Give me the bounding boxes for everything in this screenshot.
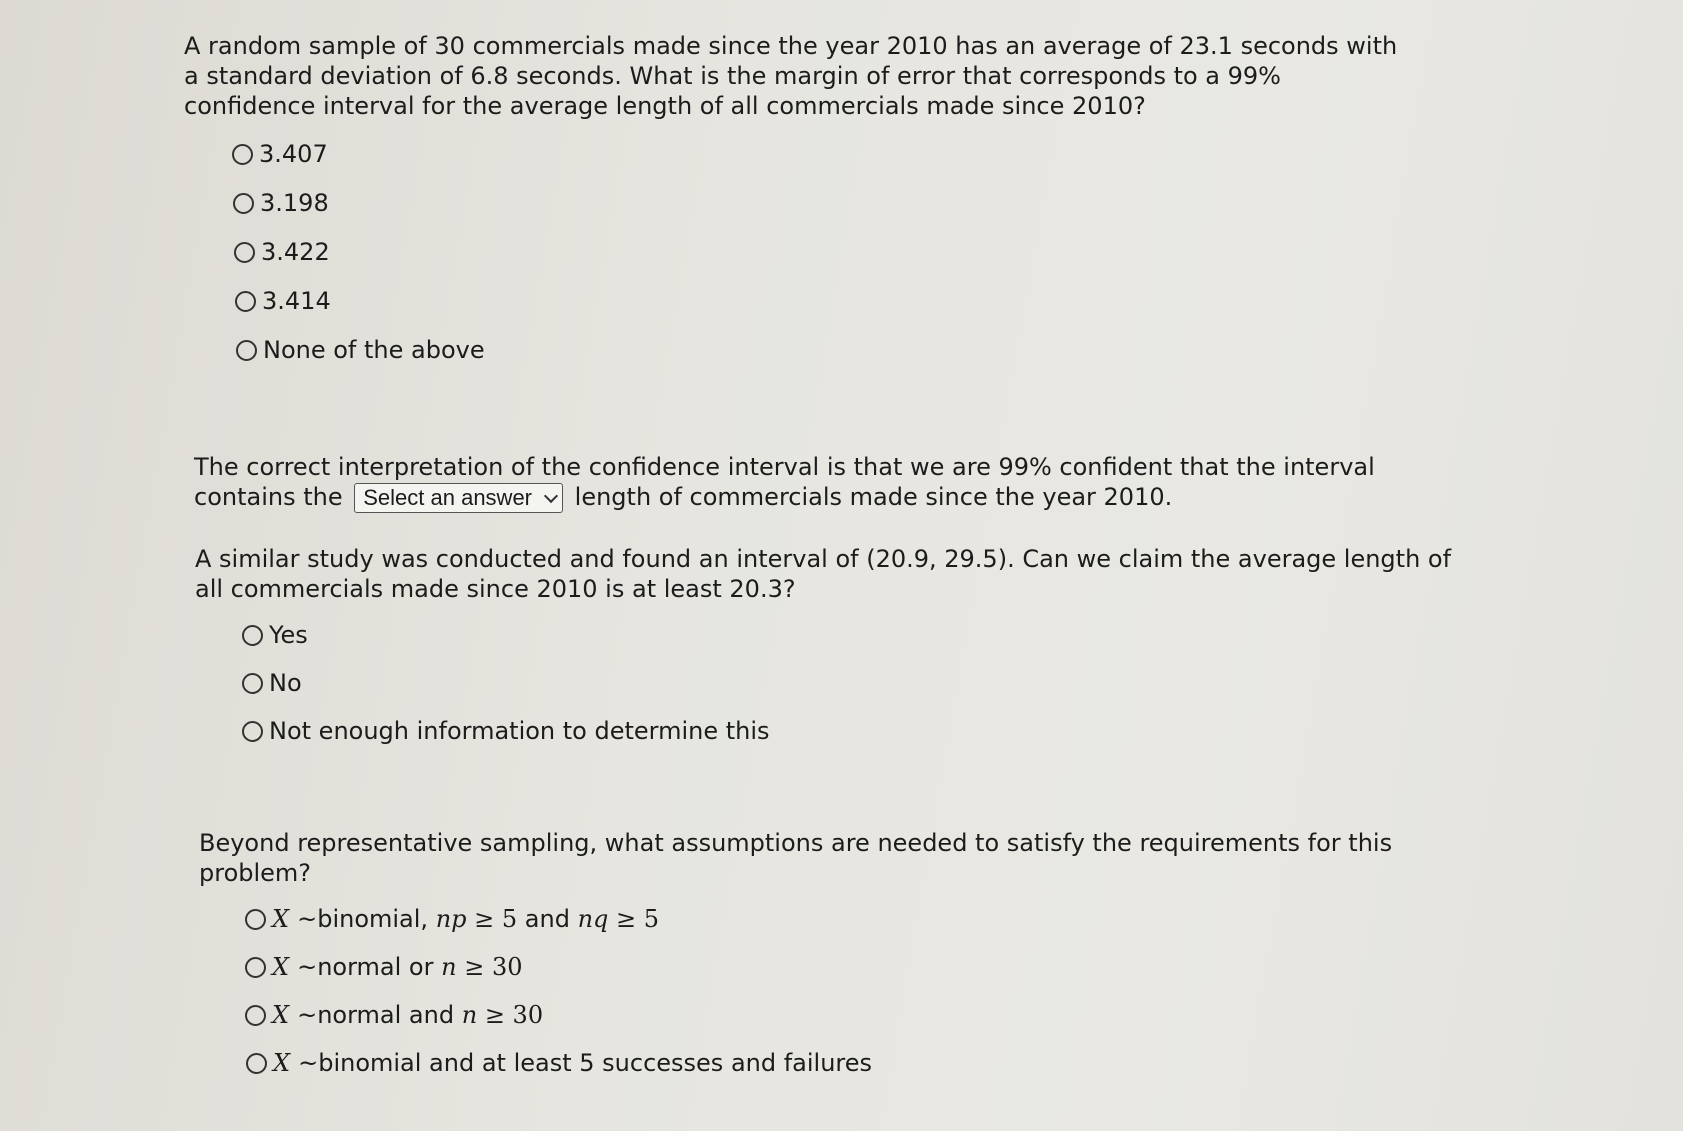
- answer-select[interactable]: [354, 483, 563, 513]
- radio-button[interactable]: [234, 242, 255, 263]
- q4-option-1-and: and: [517, 905, 578, 933]
- q4-option-2[interactable]: [245, 952, 522, 982]
- q4-option-1[interactable]: [245, 904, 659, 934]
- question-1-text: [184, 31, 1414, 121]
- q4-option-3-tilde: ~: [297, 1001, 318, 1029]
- q1-option-5[interactable]: [236, 335, 485, 365]
- q4-option-3-math-1: n: [461, 1001, 478, 1029]
- q1-option-2-label: 3.198: [260, 189, 329, 217]
- q4-option-1-text: binomial,: [317, 905, 436, 933]
- answer-select-label: Select an answer: [363, 485, 533, 510]
- q4-option-2-text: normal or: [317, 953, 442, 981]
- q3-option-not-enough-label: Not enough information to determine this: [269, 717, 770, 745]
- q3-option-yes[interactable]: [242, 620, 308, 650]
- q1-option-1-label: 3.407: [259, 140, 328, 168]
- q4-option-3-var: X: [272, 1001, 290, 1029]
- q4-option-1-var: X: [272, 905, 290, 933]
- q3-option-no[interactable]: [242, 668, 302, 698]
- q4-option-2-var: X: [272, 953, 290, 981]
- q4-option-1-math-2: nq: [577, 905, 609, 933]
- radio-button[interactable]: [245, 1005, 266, 1026]
- radio-button[interactable]: [245, 957, 266, 978]
- radio-button[interactable]: [242, 721, 263, 742]
- q4-option-2-math-1: n: [441, 953, 457, 981]
- q4-option-4-text: binomial and at least 5 successes and failures: [318, 1049, 873, 1077]
- q4-option-4-tilde: ~: [298, 1049, 319, 1077]
- question-3-text: [195, 544, 1485, 604]
- q1-option-3[interactable]: [234, 237, 330, 267]
- q4-option-4[interactable]: [246, 1048, 872, 1078]
- radio-button[interactable]: [242, 673, 263, 694]
- q2-text-after: length of commercials made since the year 2010.: [574, 483, 1173, 511]
- q4-option-3-text: normal and: [317, 1001, 462, 1029]
- chevron-down-icon: [544, 488, 558, 502]
- q4-option-4-var: X: [273, 1049, 291, 1077]
- q4-option-3[interactable]: [245, 1000, 543, 1030]
- q4-option-2-tilde: ~: [297, 953, 318, 981]
- q4-option-1-math-1: np: [435, 905, 467, 933]
- question-3-prompt: A similar study was conducted and found an interval of (20.9, 29.5). Can we claim the average length of all commercials made since 2010 is at least 20.3?: [195, 545, 1452, 603]
- radio-button[interactable]: [242, 625, 263, 646]
- question-4-prompt: Beyond representative sampling, what assumptions are needed to satisfy the requirements for this problem?: [199, 829, 1393, 887]
- radio-button[interactable]: [233, 193, 254, 214]
- question-1-prompt: A random sample of 30 commercials made since the year 2010 has an average of 23.1 seconds with a standard deviation of 6.8 seconds. What is the margin of error that corresponds to a 99% confidence interval for the average length of all commercials made since 2010?: [184, 32, 1398, 120]
- q3-option-not-enough[interactable]: [242, 716, 770, 746]
- question-2-text: [194, 452, 1414, 513]
- q4-option-2-ge-1: ≥ 30: [456, 953, 523, 981]
- radio-button[interactable]: [245, 909, 266, 930]
- radio-button[interactable]: [246, 1053, 267, 1074]
- q3-option-yes-label: Yes: [269, 621, 308, 649]
- q4-option-1-ge-2: ≥ 5: [608, 905, 660, 933]
- q1-option-3-label: 3.422: [261, 238, 330, 266]
- question-4-text: [199, 828, 1399, 888]
- q2-text-before: The correct interpretation of the confidence interval is that we are 99% confident that the interval contains the: [194, 453, 1375, 511]
- q1-option-5-label: None of the above: [263, 336, 485, 364]
- q3-option-no-label: No: [269, 669, 302, 697]
- q4-option-1-ge-1: ≥ 5: [466, 905, 518, 933]
- radio-button[interactable]: [235, 291, 256, 312]
- radio-button[interactable]: [232, 144, 253, 165]
- q4-option-3-ge-1: ≥ 30: [477, 1001, 544, 1029]
- q1-option-2[interactable]: [233, 188, 329, 218]
- q1-option-4-label: 3.414: [262, 287, 331, 315]
- q4-option-1-tilde: ~: [297, 905, 318, 933]
- radio-button[interactable]: [236, 340, 257, 361]
- q1-option-4[interactable]: [235, 286, 331, 316]
- q1-option-1[interactable]: [232, 139, 328, 169]
